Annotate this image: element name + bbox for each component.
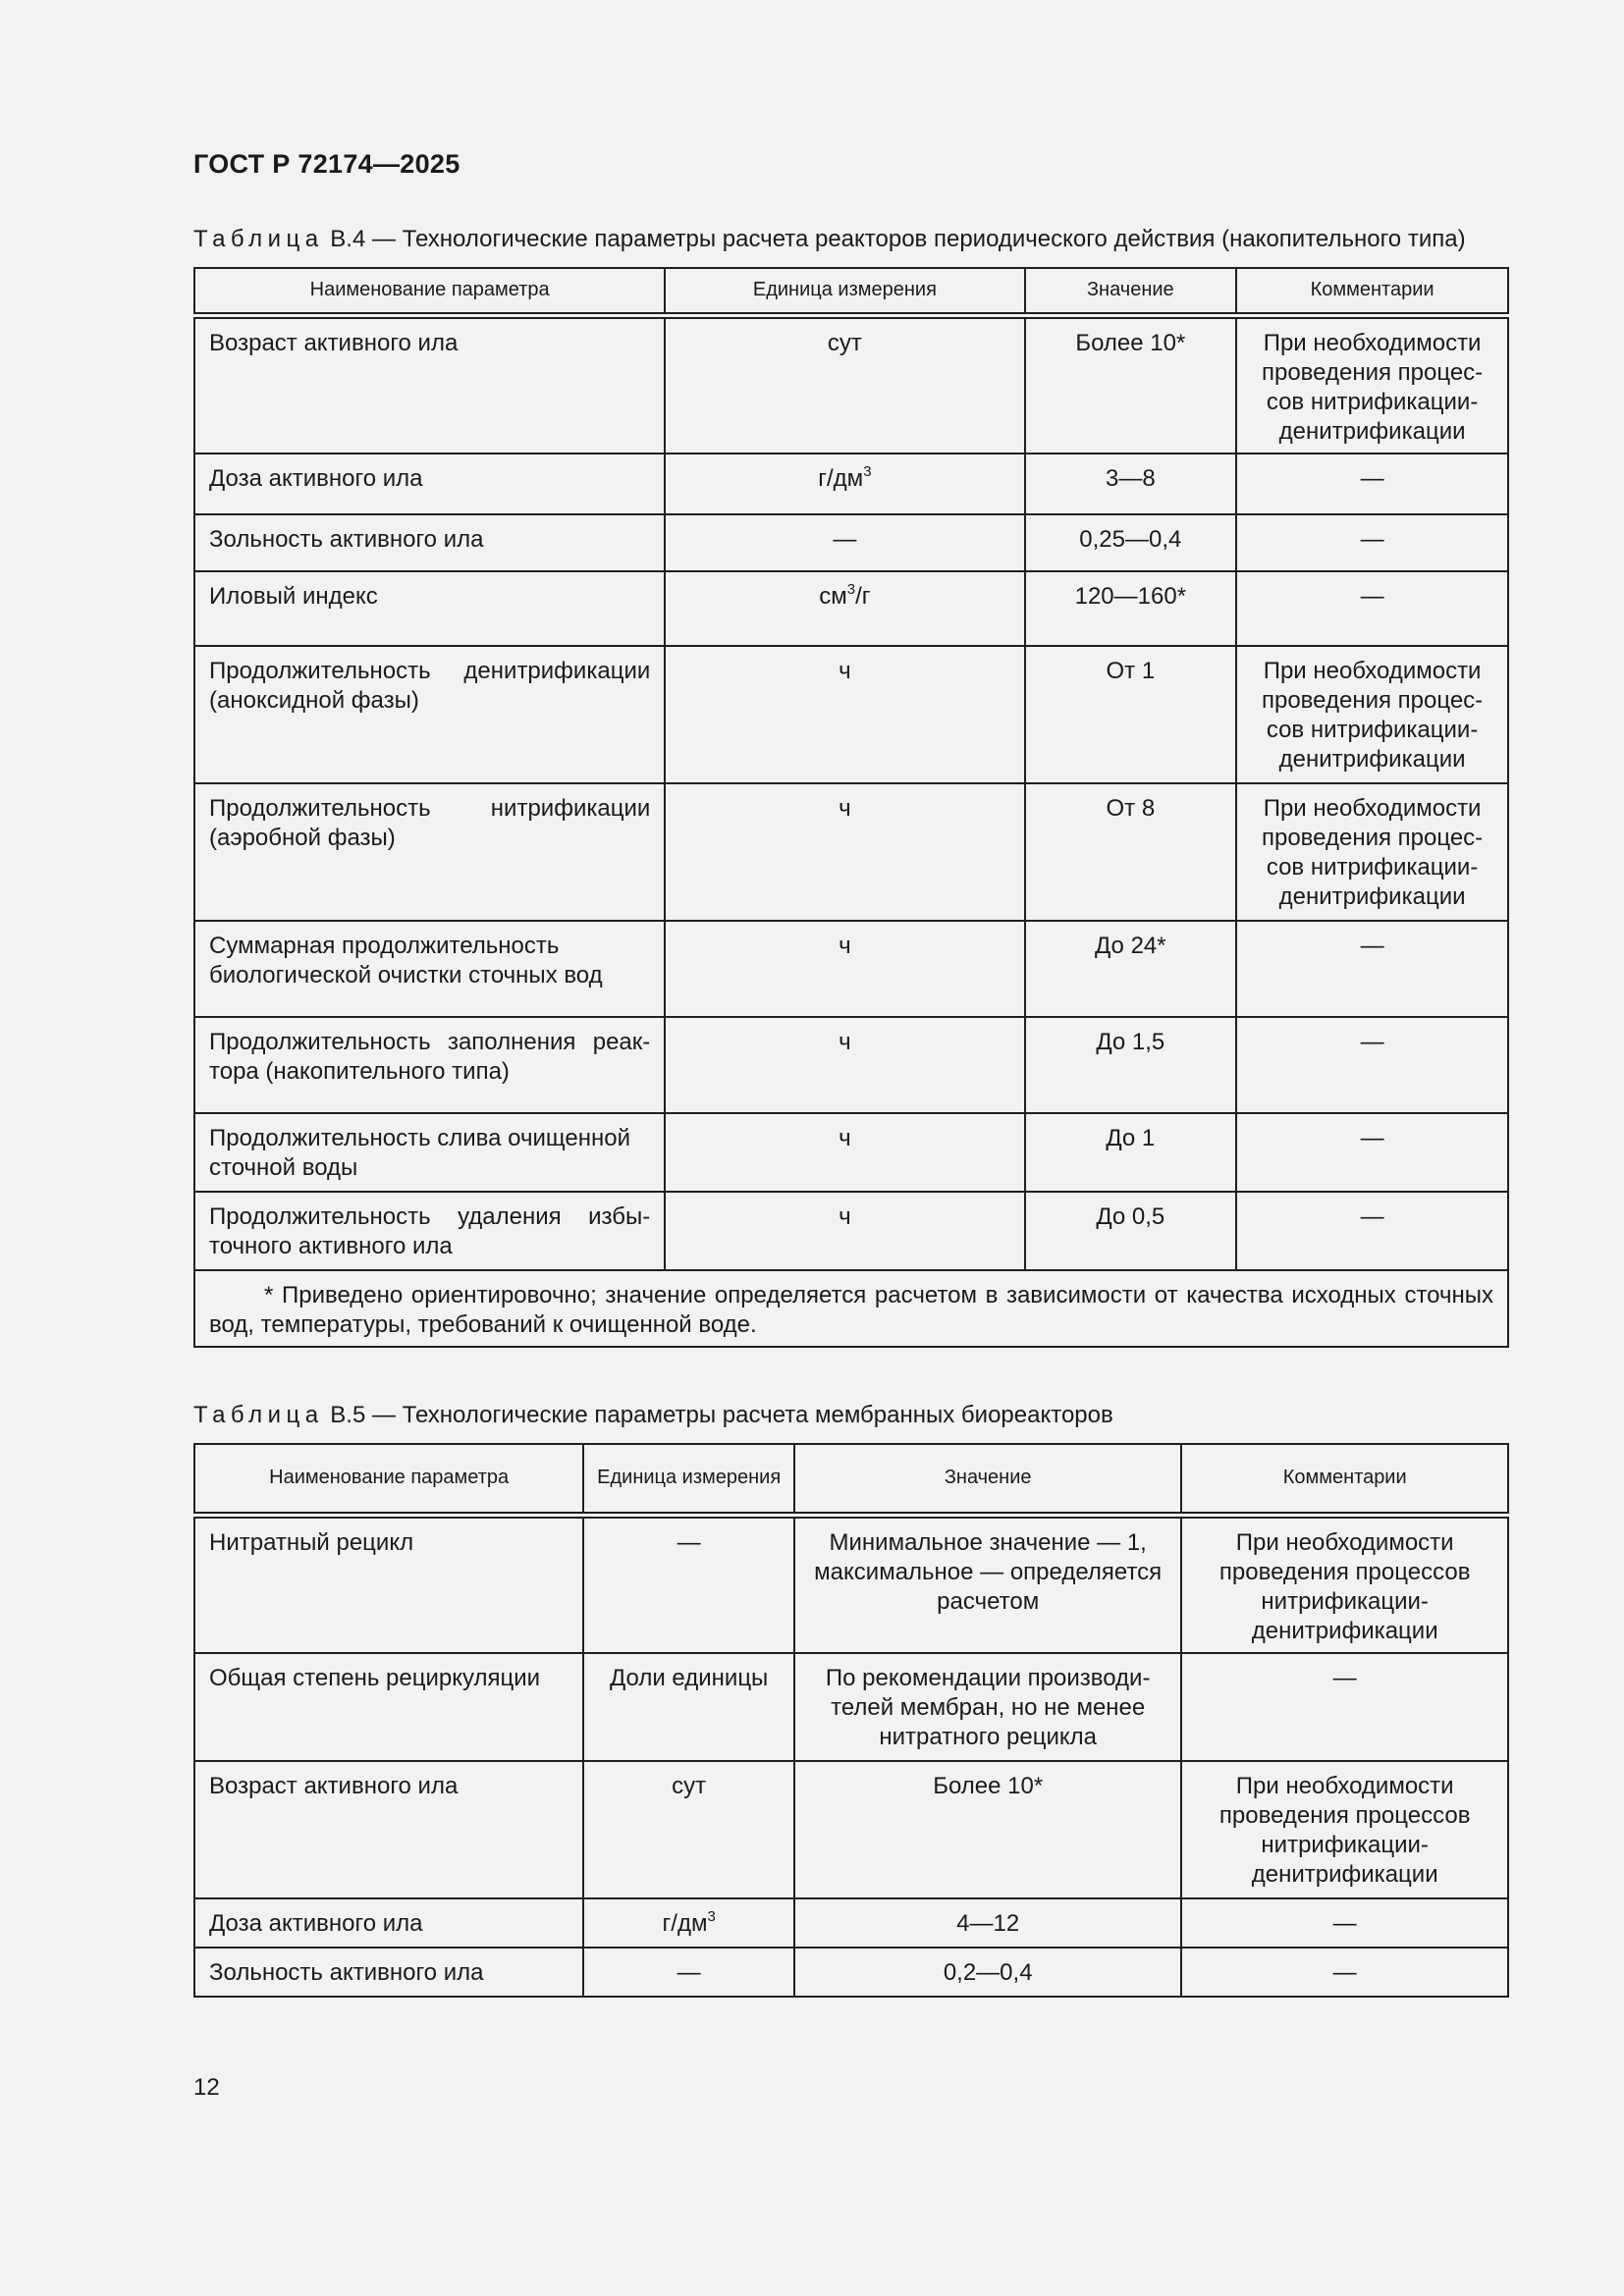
param-unit: ч: [665, 1113, 1024, 1192]
param-unit: $г/дм^3$: [665, 454, 1024, 514]
column-header-value: Значение: [794, 1444, 1181, 1515]
param-unit: Доли единицы: [583, 1653, 794, 1761]
table-row: [194, 1898, 1508, 1948]
param-value: 4—12: [794, 1898, 1181, 1948]
param-value: По рекомендации производителей мембран, но не менее нитратного рецикла: [794, 1653, 1181, 1761]
param-unit: сут: [665, 315, 1024, 454]
param-comment: —: [1236, 921, 1508, 1017]
param-name: Доза активного ила: [194, 1898, 583, 1948]
param-comment: —: [1181, 1898, 1508, 1948]
table-b4-caption: [193, 226, 1466, 253]
document-id: ГОСТ Р 72174—2025: [193, 149, 460, 179]
superscript: 3: [846, 581, 856, 598]
param-value: 0,25—0,4: [1025, 514, 1237, 571]
column-header-name: Наименование параметра: [194, 268, 665, 315]
param-name: Продолжительность денитрификации (аноксидной фазы): [194, 646, 665, 783]
param-name: Продолжительность удаления избыточного активного ила: [194, 1192, 665, 1270]
param-name: Возраст активного ила: [194, 315, 665, 454]
param-value: До 24*: [1025, 921, 1237, 1017]
param-name: Иловый индекс: [194, 571, 665, 646]
param-value: 0,2—0,4: [794, 1948, 1181, 1997]
param-unit: —: [665, 514, 1024, 571]
column-header-name: Наименование параметра: [194, 1444, 583, 1515]
param-comment: —: [1236, 571, 1508, 646]
param-name: Суммарная продолжительность биологической очистки сточных вод: [194, 921, 665, 1017]
param-name: Продолжительность слива очищенной сточной воды: [194, 1113, 665, 1192]
param-unit: $см^3/г$: [665, 571, 1024, 646]
param-name: Нитратный рецикл: [194, 1515, 583, 1653]
param-comment: —: [1181, 1948, 1508, 1997]
param-unit: ч: [665, 783, 1024, 921]
param-value: 3—8: [1025, 454, 1237, 514]
column-header-unit: Единица измерения: [665, 268, 1024, 315]
table-footnote: * Приведено ориентировочно; значение определяется расчетом в зависимости от качества исходных сточных вод, температуры, требований к очищенной воде.: [194, 1270, 1508, 1347]
param-name: Зольность активного ила: [194, 1948, 583, 1997]
table-row: [194, 514, 1508, 571]
column-header-comment: Комментарии: [1236, 268, 1508, 315]
param-value: Минимальное значение — 1, максимальное — определяется расчетом: [794, 1515, 1181, 1653]
param-comment: При необходимости проведения процессов нитрификации-денитрификации: [1236, 315, 1508, 454]
param-unit: —: [583, 1948, 794, 1997]
column-header-unit: Единица измерения: [583, 1444, 794, 1515]
table-b5-caption: [193, 1402, 1113, 1429]
caption-lead: Таблица: [193, 1402, 324, 1428]
table-row: [194, 646, 1508, 783]
table-row: [194, 1948, 1508, 1997]
param-comment: При необходимости проведения процессов нитрификации-денитрификации: [1181, 1515, 1508, 1653]
superscript: 3: [707, 1907, 716, 1925]
param-value: От 8: [1025, 783, 1237, 921]
table-row: [194, 315, 1508, 454]
table-row: [194, 571, 1508, 646]
param-comment: При необходимости проведения процессов нитрификации-денитрификации: [1236, 646, 1508, 783]
param-comment: —: [1236, 454, 1508, 514]
table-row: [194, 1192, 1508, 1270]
table-row: [194, 1017, 1508, 1113]
param-unit: $г/дм^3$: [583, 1898, 794, 1948]
superscript: 3: [863, 463, 872, 480]
caption-number: В.4: [330, 226, 366, 252]
param-name: Возраст активного ила: [194, 1761, 583, 1898]
param-comment: —: [1236, 514, 1508, 571]
param-comment: —: [1236, 1192, 1508, 1270]
param-name: Зольность активного ила: [194, 514, 665, 571]
table-row: [194, 454, 1508, 514]
param-name: Доза активного ила: [194, 454, 665, 514]
column-header-value: Значение: [1025, 268, 1237, 315]
caption-text: — Технологические параметры расчета мембранных биореакторов: [365, 1402, 1113, 1428]
param-comment: —: [1181, 1653, 1508, 1761]
table-footnote-row: [194, 1270, 1508, 1347]
param-name: Продолжительность нитрификации (аэробной фазы): [194, 783, 665, 921]
table-b4: [193, 267, 1509, 1348]
table-header-row: [194, 268, 1508, 315]
param-value: 120—160*: [1025, 571, 1237, 646]
param-value: От 1: [1025, 646, 1237, 783]
param-comment: При необходимости проведения процессов нитрификации-денитрификации: [1236, 783, 1508, 921]
param-unit: ч: [665, 1192, 1024, 1270]
param-unit: ч: [665, 921, 1024, 1017]
param-unit: —: [583, 1515, 794, 1653]
param-comment: —: [1236, 1113, 1508, 1192]
page-number: 12: [193, 2074, 220, 2101]
param-value: Более 10*: [794, 1761, 1181, 1898]
param-unit: ч: [665, 646, 1024, 783]
param-comment: —: [1236, 1017, 1508, 1113]
param-value: До 1,5: [1025, 1017, 1237, 1113]
caption-number: В.5: [330, 1402, 366, 1428]
table-row: [194, 1515, 1508, 1653]
param-value: Более 10*: [1025, 315, 1237, 454]
param-value: До 1: [1025, 1113, 1237, 1192]
param-name: Продолжительность заполнения реактора (накопительного типа): [194, 1017, 665, 1113]
caption-text: — Технологические параметры расчета реакторов периодического действия (накопительного типа): [365, 226, 1466, 252]
param-comment: При необходимости проведения процессов нитрификации-денитрификации: [1181, 1761, 1508, 1898]
param-value: До 0,5: [1025, 1192, 1237, 1270]
param-name: Общая степень рециркуляции: [194, 1653, 583, 1761]
table-row: [194, 921, 1508, 1017]
param-unit: сут: [583, 1761, 794, 1898]
table-row: [194, 1761, 1508, 1898]
param-unit: ч: [665, 1017, 1024, 1113]
table-row: [194, 1113, 1508, 1192]
table-row: [194, 1653, 1508, 1761]
caption-lead: Таблица: [193, 226, 324, 252]
column-header-comment: Комментарии: [1181, 1444, 1508, 1515]
table-b5: [193, 1443, 1509, 1998]
table-header-row: [194, 1444, 1508, 1515]
table-row: [194, 783, 1508, 921]
